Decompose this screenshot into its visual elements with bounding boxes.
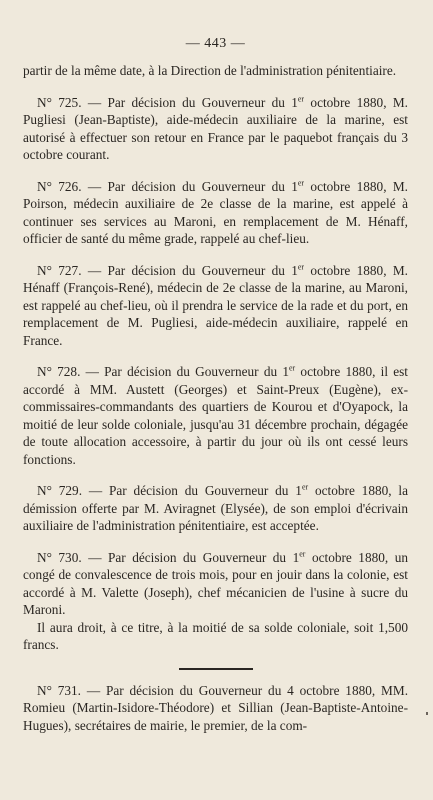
- entry-text: octobre 1880, la démission offerte par M. Aviragnet (Elysée), de son emploi d'écrivain auxiliaire de l'administration pénitentiaire, est acceptée.: [23, 483, 409, 533]
- entry-date-prefix: — Par décision du Gouverneur du 1: [87, 178, 298, 194]
- entry-extra-paragraph: Il aura droit, à ce titre, à la moitié de sa solde coloniale, soit 1,500 francs.: [23, 619, 408, 652]
- entry-paragraph: [23, 549, 408, 619]
- entry-number: N° 727.: [37, 262, 82, 278]
- entry-725: [23, 94, 408, 164]
- entry-726: [23, 178, 408, 248]
- entry-date-sup: er: [299, 549, 306, 559]
- entry-text: octobre 1880, il est accordé à MM. Austett (Georges) et Saint-Preux (Eugène), ex-commissaires-commandants des quartiers de Kourou et d'Oyapock, la moitié de leur solde coloniale, jusqu'au 31 décembre prochain, dégagée de toute allocation accessoire, à partir du jour où ils ont cessé leurs fonctions.: [23, 364, 409, 467]
- entry-paragraph: [23, 482, 408, 535]
- entry-number: N° 726.: [37, 178, 82, 194]
- entry-number: N° 728.: [37, 364, 81, 379]
- entry-paragraph: [23, 178, 408, 248]
- entry-paragraph: [23, 682, 408, 735]
- entry-date-sup: er: [297, 262, 305, 272]
- entry-paragraph: [23, 94, 408, 164]
- entry-729: [23, 482, 408, 535]
- entry-number: N° 725.: [37, 94, 82, 110]
- entry-730: [23, 549, 408, 654]
- entry-date-sup: er: [288, 363, 296, 373]
- section-divider: [179, 668, 253, 670]
- page-number: — 443 —: [185, 36, 246, 51]
- entry-text: octobre 1880, un congé de convalescence de trois mois, pour en jouir dans la colonie, est accordé à M. Valette (Joseph), chef mécanicien de l'usine à sucre du Maroni.: [23, 549, 409, 617]
- entry-date-prefix: — Par décision du Gouverneur du 1: [87, 94, 298, 110]
- entry-text: octobre 1880, M. Pugliesi (Jean-Baptiste), aide-médecin auxiliaire de la marine, est autorisé à effectuer son retour en France par le paquebot français du 3 octobre courant.: [23, 94, 408, 162]
- entry-731: [23, 682, 408, 735]
- entry-date-sup: er: [301, 482, 309, 492]
- entry-paragraph: [23, 363, 408, 468]
- entry-text: octobre 1880, M. Poirson, médecin auxiliaire de 2e classe de la marine, est appelé à continuer ses services au Maroni, en remplacement de M. Hénaff, officier de santé du même grade, rappelé au chef-lieu.: [23, 178, 408, 246]
- entry-date-prefix: — Par décision du Gouverneur du 1: [88, 483, 302, 498]
- margin-mark: [426, 712, 428, 715]
- entry-number: N° 730.: [37, 549, 82, 565]
- entry-date-prefix: — Par décision du Gouverneur du 1: [88, 549, 300, 565]
- entry-paragraph: [23, 262, 408, 350]
- entry-date-sup: er: [297, 94, 305, 104]
- entry-number: N° 729.: [37, 483, 83, 498]
- lead-paragraph: partir de la même date, à la Direction de l'administration pénitentiaire.: [23, 63, 397, 78]
- entry-number: N° 731.: [37, 682, 82, 698]
- entry-text: octobre 1880, M. Hénaff (François-René), médecin de 2e classe de la marine, au Maroni, est rappelé au chef-lieu, où il prendra le service de la rade et du port, en remplacement de M. Pugliesi, aide-médecin auxiliaire, rappelé en France.: [23, 262, 408, 348]
- entry-date-sup: er: [297, 178, 305, 188]
- entry-727: [23, 262, 408, 350]
- entry-date-prefix: — Par décision du Gouverneur du 1: [87, 262, 298, 278]
- entry-text: — Par décision du Gouverneur du 4 octobre 1880, MM. Romieu (Martin-Isidore-Théodore) et Sillian (Jean-Baptiste-Antoine-Hugues), secrétaires de mairie, le premier, de la com-: [23, 682, 409, 733]
- entry-728: [23, 363, 408, 468]
- entry-date-prefix: — Par décision du Gouverneur du 1: [85, 364, 289, 379]
